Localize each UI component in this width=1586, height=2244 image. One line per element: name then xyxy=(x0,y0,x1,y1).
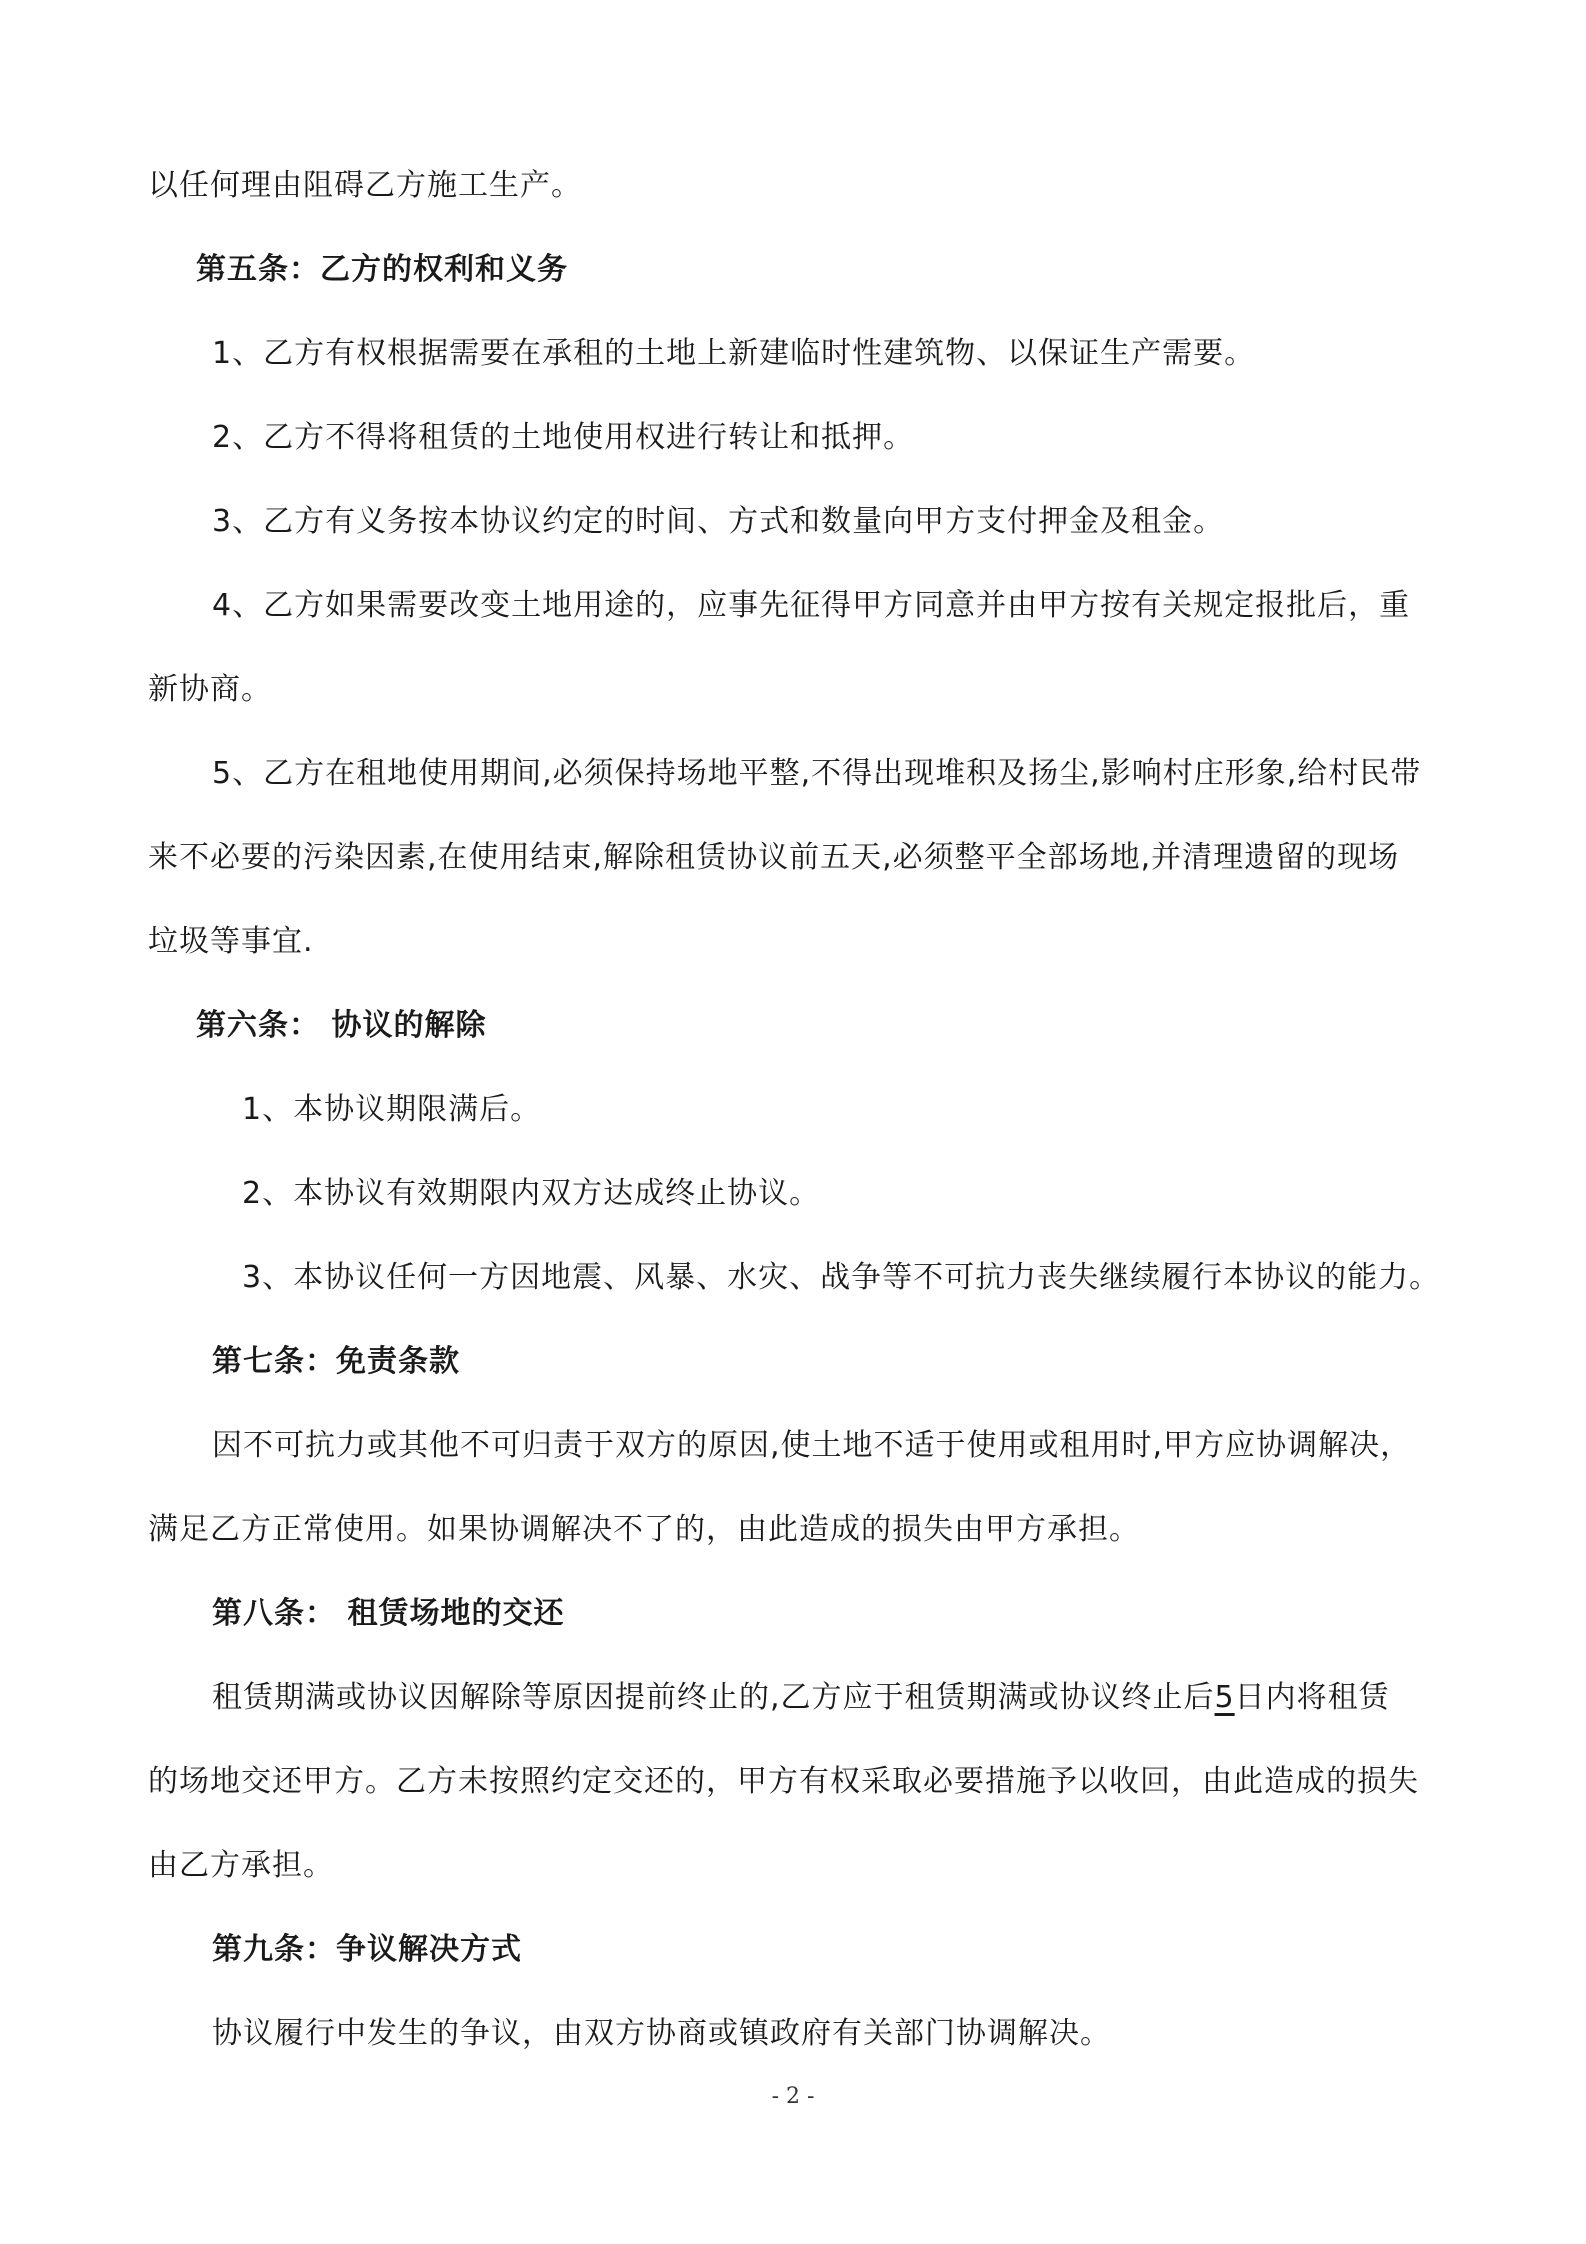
article8-line1-tail: 日内将租赁 xyxy=(1234,1680,1390,1715)
article5-heading: 第五条：乙方的权利和义务 xyxy=(196,252,568,287)
article8-line1 xyxy=(212,1678,1390,1718)
article8-heading: 第八条： 租赁场地的交还 xyxy=(212,1596,565,1631)
article5-item4-line2: 新协商。 xyxy=(148,672,272,707)
article6-item3: 3、本协议任何一方因地震、风暴、水灾、战争等不可抗力丧失继续履行本协议的能力。 xyxy=(242,1260,1441,1295)
article7-line1: 因不可抗力或其他不可归责于双方的原因,使土地不适于使用或租用时,甲方应协调解决， xyxy=(212,1428,1412,1463)
article5-item2: 2、乙方不得将租赁的土地使用权进行转让和抵押。 xyxy=(212,420,915,455)
article5-item5-line1: 5、乙方在租地使用期间,必须保持场地平整,不得出现堆积及扬尘,影响村庄形象,给村民带 xyxy=(212,756,1422,791)
article5-item3: 3、乙方有义务按本协议约定的时间、方式和数量向甲方支付押金及租金。 xyxy=(212,504,1225,539)
article5-item1: 1、乙方有权根据需要在承租的土地上新建临时性建筑物、以保证生产需要。 xyxy=(212,336,1256,371)
article8-line2: 的场地交还甲方。乙方未按照约定交还的，甲方有权采取必要措施予以收回，由此造成的损失 xyxy=(148,1764,1419,1799)
article9-heading: 第九条：争议解决方式 xyxy=(212,1932,522,1967)
page-number: - 2 - xyxy=(771,2084,815,2109)
article8-line3: 由乙方承担。 xyxy=(148,1848,334,1883)
article5-item4-line1: 4、乙方如果需要改变土地用途的，应事先征得甲方同意并由甲方按有关规定报批后，重 xyxy=(212,588,1411,623)
article7-heading: 第七条：免责条款 xyxy=(212,1344,460,1379)
intro-line: 以任何理由阻碍乙方施工生产。 xyxy=(148,168,582,203)
article5-item5-line3: 垃圾等事宜. xyxy=(148,924,314,959)
article6-item1: 1、本协议期限满后。 xyxy=(242,1092,542,1127)
return-days-value: 5 xyxy=(1214,1680,1235,1715)
article8-line1-text: 租赁期满或协议因解除等原因提前终止的,乙方应于租赁期满或协议终止后 xyxy=(212,1680,1215,1715)
article9-line1: 协议履行中发生的争议，由双方协商或镇政府有关部门协调解决。 xyxy=(212,2016,1111,2051)
article6-item2: 2、本协议有效期限内双方达成终止协议。 xyxy=(242,1176,821,1211)
article7-line2: 满足乙方正常使用。如果协调解决不了的，由此造成的损失由甲方承担。 xyxy=(148,1512,1140,1547)
article5-item5-line2: 来不必要的污染因素,在使用结束,解除租赁协议前五天,必须整平全部场地,并清理遗留的现场 xyxy=(148,840,1400,875)
article6-heading: 第六条： 协议的解除 xyxy=(196,1008,487,1043)
